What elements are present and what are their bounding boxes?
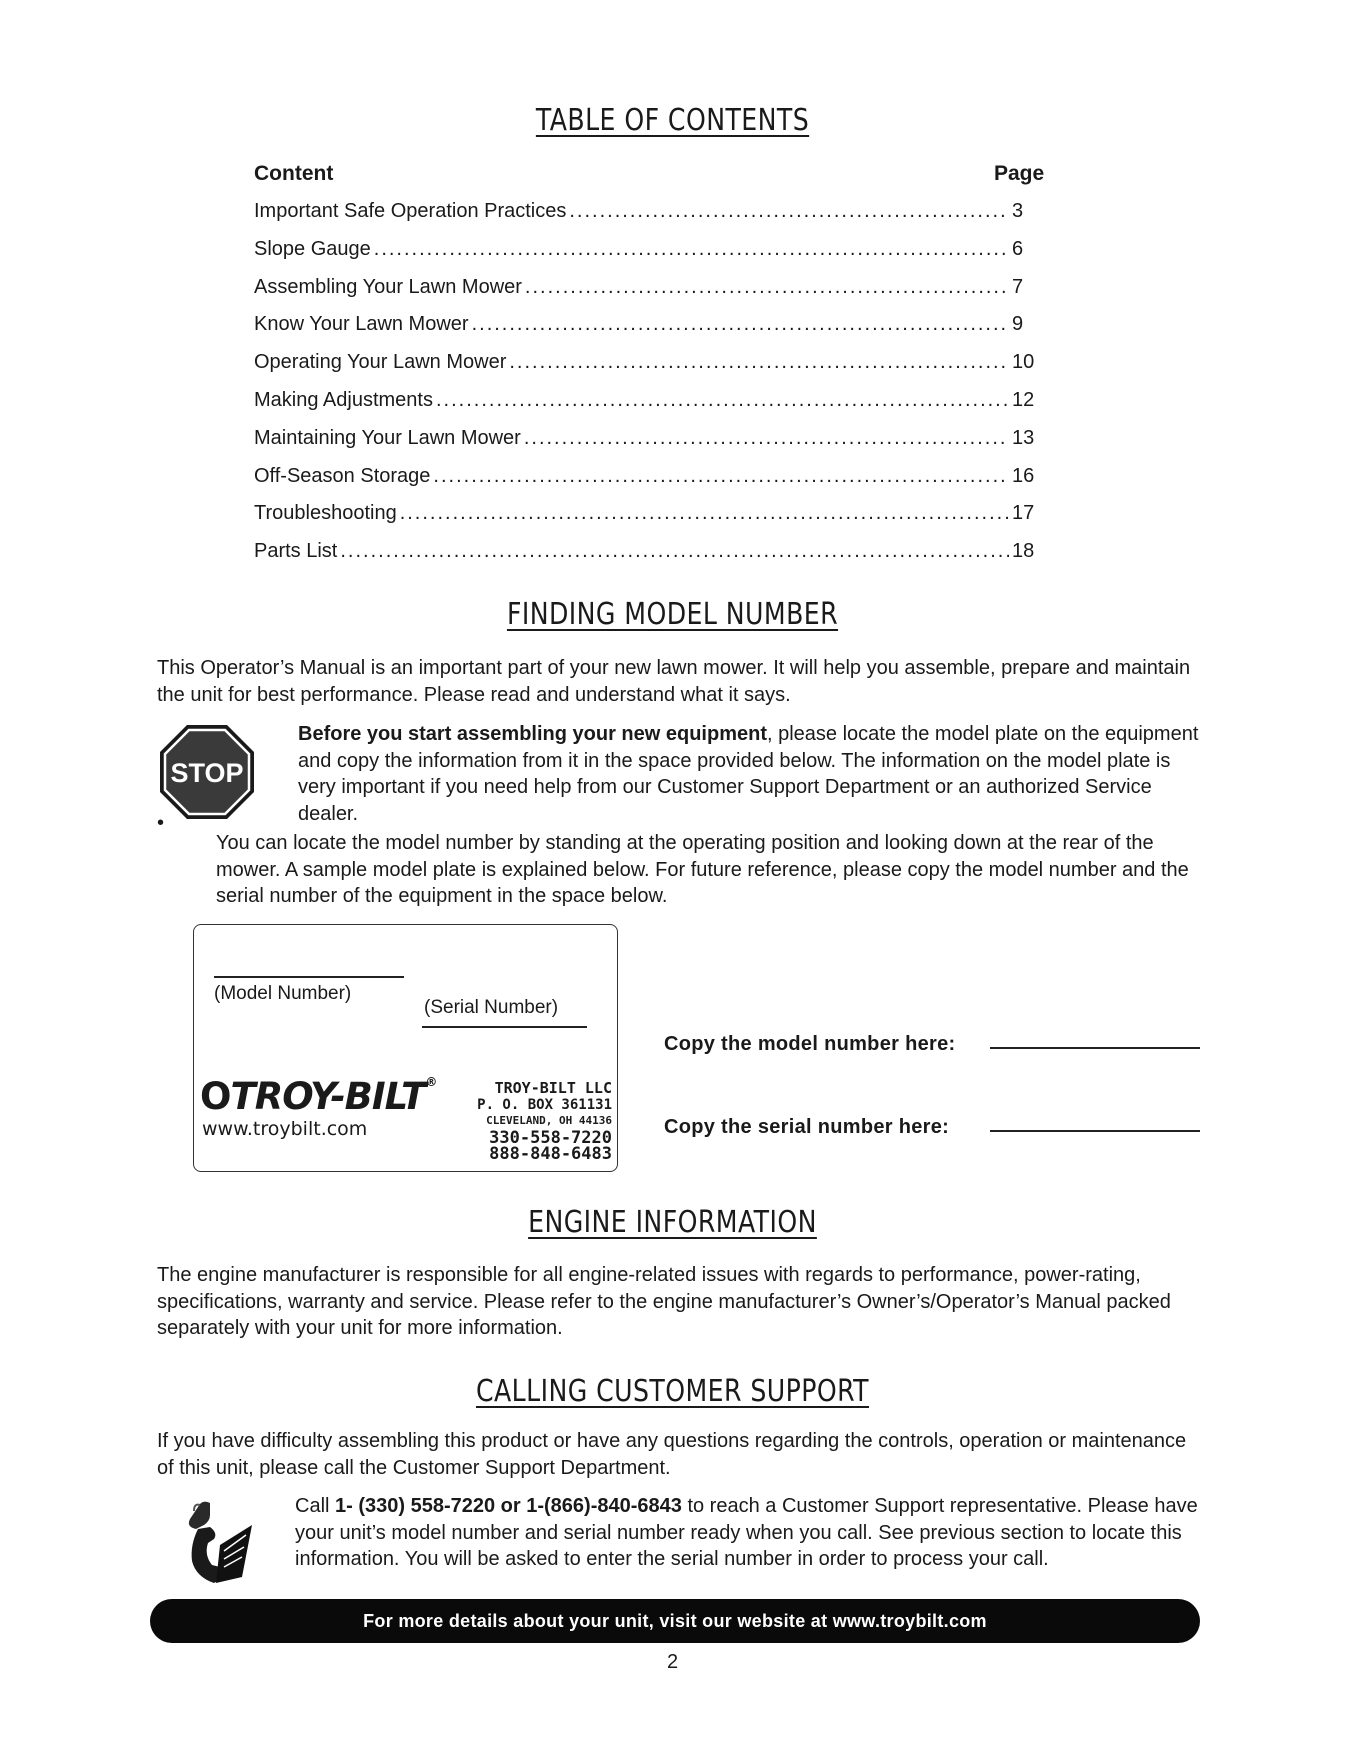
bullet-marker: •	[157, 812, 165, 834]
toc-row	[254, 351, 1042, 381]
bullet-text: You can locate the model number by standing at the operating position and looking down at the rear of the mower. A sample model plate is explained below. For future reference, please copy the model number and the serial number of the equipment in the space below.	[216, 832, 1189, 907]
toc-row	[254, 200, 1042, 230]
plate-address	[444, 1080, 612, 1163]
toc-row-title: Important Safe Operation Practices	[254, 200, 567, 222]
plate-company: TROY-BILT LLC	[494, 1079, 612, 1097]
toc-row-page: 13	[1012, 426, 1035, 449]
plate-website: www.troybilt.com	[202, 1118, 368, 1140]
toc-row-title: Off-Season Storage	[254, 464, 431, 487]
finding-model-intro: This Operator’s Manual is an important part of your new lawn mower. It will help you assemble, prepare and maintain the unit for best performance. Please read and understand what it says.	[157, 657, 1191, 706]
website-banner	[150, 1599, 1200, 1643]
engine-info-title: ENGINE INFORMATION	[528, 1205, 817, 1240]
toc-row-title: Slope Gauge	[254, 237, 371, 260]
toc-row-page: 9	[1012, 313, 1024, 336]
logo-tm: ®	[425, 1075, 437, 1089]
copy-model-label: Copy the model number here:	[664, 1033, 956, 1055]
toc-row-title: Troubleshooting	[254, 502, 397, 525]
toc-row-title: Maintaining Your Lawn Mower	[254, 426, 521, 449]
toc-row-page: 6	[1012, 237, 1024, 260]
toc-row-title: Assembling Your Lawn Mower	[254, 275, 522, 298]
plate-po-box: P. O. BOX 361131	[477, 1096, 612, 1113]
toc-row-title: Making Adjustments	[254, 389, 433, 411]
call-numbers: 1- (330) 558-7220 or 1-(866)-840-6843	[335, 1495, 682, 1517]
model-number-line	[214, 976, 404, 978]
stop-sign-icon	[157, 722, 257, 822]
plate-city: CLEVELAND, OH 44136	[486, 1114, 612, 1127]
toc-row-leader	[340, 540, 1009, 563]
serial-number-label: (Serial Number)	[424, 997, 559, 1018]
stop-notice	[298, 721, 1203, 827]
call-prefix: Call	[295, 1495, 336, 1517]
toc-row-page: 12	[1012, 389, 1035, 411]
copy-serial-line[interactable]	[990, 1130, 1200, 1132]
toc-row-title: Know Your Lawn Mower	[254, 313, 469, 336]
stop-sign-text: STOP	[170, 758, 244, 788]
toc-row-leader	[436, 389, 1009, 412]
toc-row-leader	[524, 427, 1009, 450]
model-number-label: (Model Number)	[214, 983, 352, 1004]
customer-support-intro: If you have difficulty assembling this product or have any questions regarding the controls, operation or maintenance of this unit, please call the Customer Support Department.	[157, 1430, 1187, 1479]
toc-row-leader	[525, 276, 1009, 299]
stop-notice-text: , please locate the model plate on the equipment and copy the information from it in the space provided below. The information on the model plate is very important if you need help from our Customer Support Department or an authorized Service dealer.	[298, 723, 1199, 825]
stop-notice-bold: Before you start assembling your new equipment	[298, 723, 767, 745]
toc-row	[254, 238, 1042, 268]
toc-row-page: 18	[1012, 540, 1035, 563]
toc-row-leader	[374, 238, 1009, 261]
toc-row	[254, 465, 1042, 495]
plate-phone-1: 330-558-7220	[489, 1127, 612, 1148]
toc-row	[254, 502, 1042, 532]
serial-number-line	[422, 1026, 587, 1028]
call-rest: to reach a Customer Support representative. Please have your unit’s model number and serial number ready when you call. See previous section to locate this information. You will be asked to enter the serial number in order to process your call.	[295, 1495, 1198, 1570]
toc-row-leader	[509, 351, 1009, 374]
toc-row-page: 7	[1012, 275, 1024, 298]
toc-row-title: Operating Your Lawn Mower	[254, 351, 507, 374]
toc-row	[254, 389, 1042, 419]
telephone-icon	[180, 1495, 260, 1590]
toc-row	[254, 313, 1042, 343]
toc-row	[254, 276, 1042, 306]
model-plate	[193, 924, 618, 1172]
toc-content-header: Content	[254, 162, 334, 185]
page-number: 2	[666, 1651, 679, 1673]
toc-row-title: Parts List	[254, 540, 338, 563]
toc-row-page: 10	[1012, 351, 1035, 374]
toc-row-page: 16	[1012, 464, 1035, 487]
toc-row-leader	[472, 313, 1009, 336]
finding-model-title: FINDING MODEL NUMBER	[506, 597, 839, 632]
copy-serial-label: Copy the serial number here:	[664, 1116, 950, 1138]
copy-model-line[interactable]	[990, 1047, 1200, 1049]
toc-row-page: 17	[1012, 502, 1035, 525]
toc-page-header: Page	[994, 162, 1045, 185]
call-instructions	[295, 1493, 1205, 1573]
toc-row-leader	[433, 465, 1009, 488]
toc-row-leader	[569, 200, 1009, 223]
logo-text: TROY-BILT	[230, 1075, 426, 1118]
troy-bilt-logo: OTROY-BILT®	[200, 1075, 437, 1118]
toc-row	[254, 427, 1042, 457]
toc-row-page: 3	[1012, 200, 1024, 222]
plate-phone-2: 888-848-6483	[489, 1144, 612, 1164]
customer-support-title: CALLING CUSTOMER SUPPORT	[475, 1374, 869, 1409]
toc-row	[254, 540, 1042, 570]
engine-info-text: The engine manufacturer is responsible for all engine-related issues with regards to performance, power-rating, specifications, warranty and service. Please refer to the engine manufacturer’s Owner’s/Operator’s Manual packed separately with your unit for more information.	[157, 1264, 1171, 1339]
website-banner-text: For more details about your unit, visit our website at www.troybilt.com	[363, 1610, 987, 1631]
toc-row-leader	[400, 502, 1009, 525]
toc-title: TABLE OF CONTENTS	[535, 103, 810, 138]
